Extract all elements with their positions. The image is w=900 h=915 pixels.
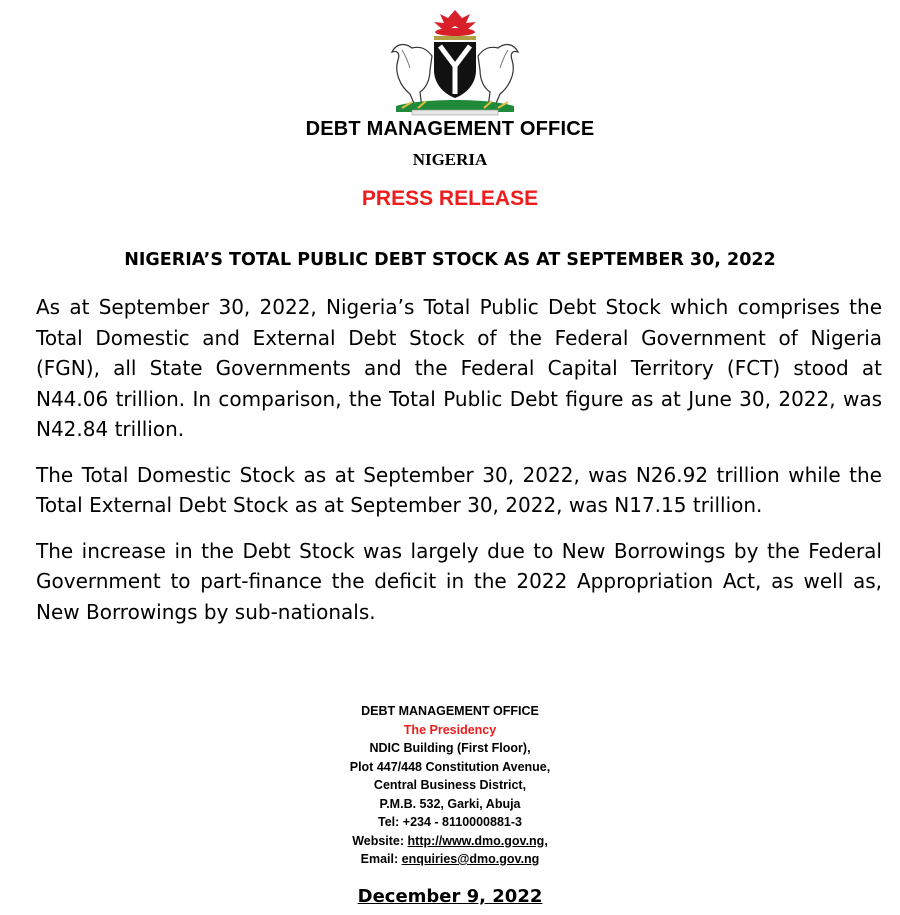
footer-address-3: Central Business District,	[373, 778, 527, 792]
release-date: December 9, 2022	[357, 886, 543, 907]
website-suffix: ,	[544, 833, 548, 848]
press-release-label: PRESS RELEASE	[361, 187, 539, 210]
footer-org: DEBT MANAGEMENT OFFICE	[361, 704, 539, 718]
website-link[interactable]: http://www.dmo.gov.ng	[407, 833, 545, 848]
nigeria-coat-of-arms-icon	[382, 8, 528, 116]
paragraph-3: The increase in the Debt Stock was largely due to New Borrowings by the Federal Government to part-finance the deficit in the 2022 Appropriation Act, as well as, New Borrowings by sub-nationals.	[36, 538, 882, 624]
country-name: NIGERIA	[412, 150, 488, 169]
email-link[interactable]: enquiries@dmo.gov.ng	[401, 852, 540, 866]
email-label: Email:	[360, 852, 402, 866]
headline: NIGERIA’S TOTAL PUBLIC DEBT STOCK AS AT SEPTEMBER 30, 2022	[124, 250, 776, 270]
footer-email-line	[0, 850, 900, 869]
footer-address-2: Plot 447/448 Constitution Avenue,	[349, 759, 551, 774]
website-label: Website:	[352, 833, 408, 848]
org-title: DEBT MANAGEMENT OFFICE	[305, 118, 595, 140]
release-body	[36, 292, 882, 642]
footer-address-1: NDIC Building (First Floor),	[369, 741, 531, 755]
contact-footer	[0, 702, 900, 869]
footer-division: The Presidency	[403, 722, 497, 737]
footer-website-line	[0, 832, 900, 851]
paragraph-2: The Total Domestic Stock as at September 30, 2022, was N26.92 trillion while the Total External Debt Stock as at September 30, 2022, was N17.15 trillion.	[36, 462, 882, 517]
paragraph-1: As at September 30, 2022, Nigeria’s Total Public Debt Stock which comprises the Total Domestic and External Debt Stock of the Federal Government of Nigeria (FGN), all State Governments and the Federal Capital Territory (FCT) stood at N44.06 trillion. In comparison, the Total Public Debt figure as at June 30, 2022, was N42.84 trillion.	[36, 295, 882, 441]
footer-address-4: P.M.B. 532, Garki, Abuja	[379, 796, 521, 811]
footer-tel: Tel: +234 - 8110000881-3	[378, 815, 522, 829]
